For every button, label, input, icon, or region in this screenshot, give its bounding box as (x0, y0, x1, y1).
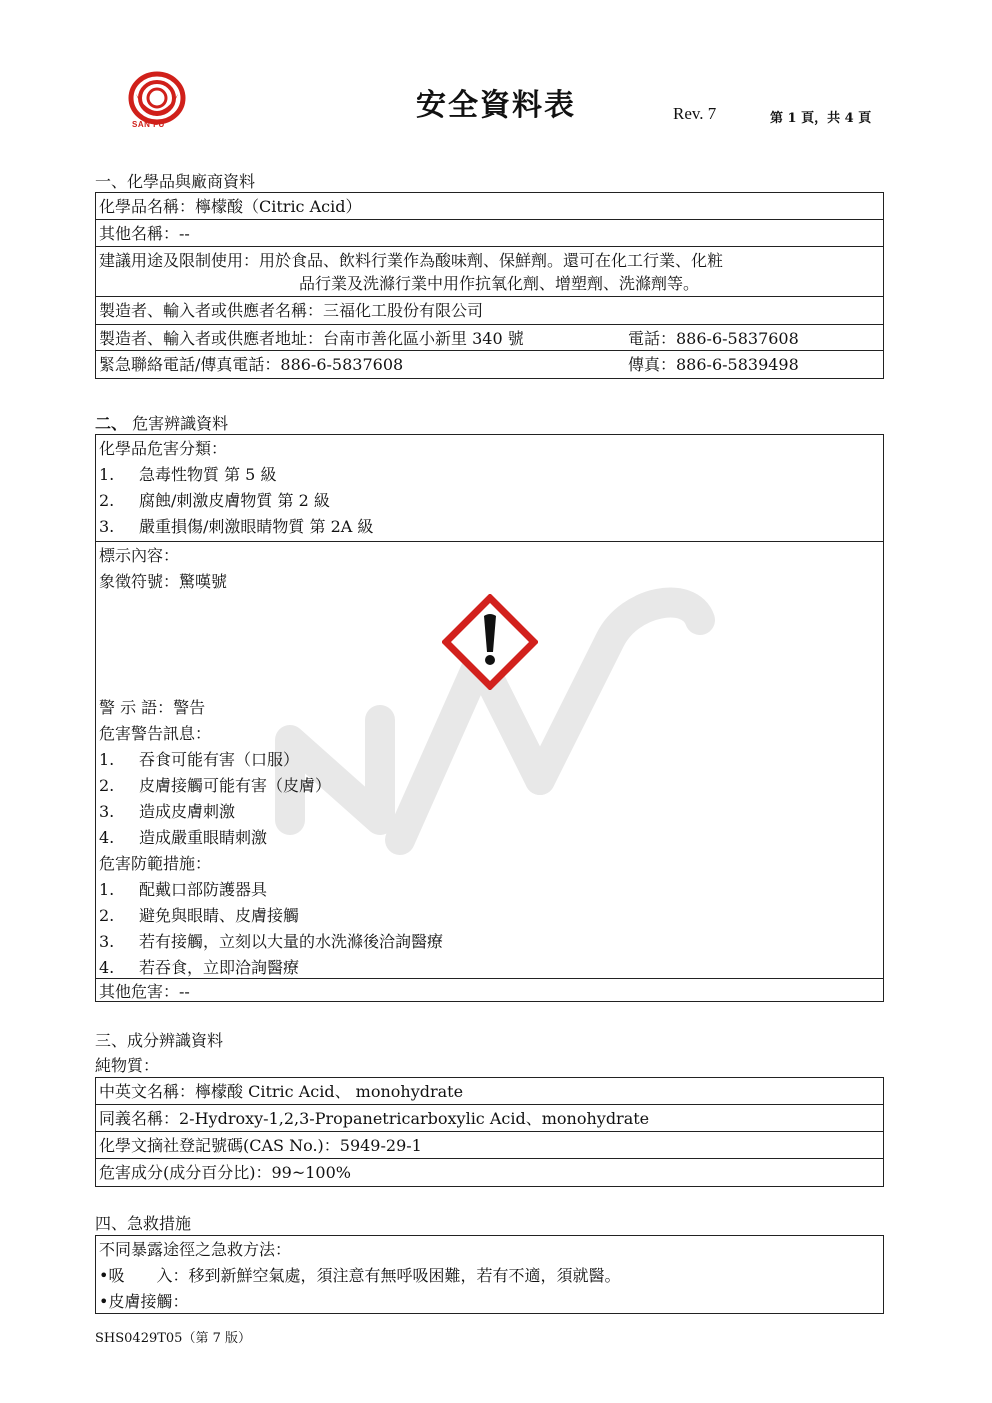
list-item: 1. 配戴口部防護器具 (99, 880, 268, 899)
section1-title: 一、化學品與廠商資料 (95, 172, 256, 191)
section3-title: 三、成分辨識資料 (95, 1031, 224, 1050)
list-item: 3. 嚴重損傷/刺激眼睛物質 第 2A 級 (99, 517, 374, 536)
other-hazards-row (96, 978, 883, 1004)
first-aid-inhalation: •吸 入：移到新鮮空氣處，須注意有無呼吸困難，若有不適，須就醫。 (99, 1266, 621, 1285)
page-info: 第 1 頁，共 4 頁 (770, 111, 872, 126)
first-aid-skin: •皮膚接觸： (99, 1292, 189, 1311)
table-row: 危害成分(成分百分比)：99~100% (99, 1163, 351, 1182)
section2-box (95, 434, 884, 1002)
manufacturer-name: 製造者、輸入者或供應者名稱：三福化工股份有限公司 (99, 301, 484, 320)
manufacturer-address: 製造者、輸入者或供應者地址：台南市善化區小新里 340 號 電話：886-6-5837608 (96, 324, 883, 351)
logo-text: SAN FU (132, 120, 165, 129)
recommended-use: 建議用途及限制使用：用於食品、飲料行業作為酸味劑、保鮮劑。還可在化工行業、化粧 品行業及洗滌行業中用作抗氧化劑、增塑劑、洗滌劑等。 (96, 247, 883, 297)
list-item: 4. 造成嚴重眼睛刺激 (99, 828, 268, 847)
section4-box (95, 1235, 884, 1314)
signal-word: 警 示 語：警告 (99, 698, 206, 717)
list-item: 2. 腐蝕/刺激皮膚物質 第 2 級 (99, 491, 330, 510)
classification-label: 化學品危害分類： (99, 439, 228, 458)
exclamation-mark-pictogram-icon (442, 594, 538, 690)
label-content: 標示內容： (99, 546, 180, 565)
list-item: 1. 急毒性物質 第 5 級 (99, 465, 277, 484)
section1-box (95, 192, 884, 379)
section2-title-number: 二、 (95, 414, 128, 433)
list-item: 3. 造成皮膚刺激 (99, 802, 236, 821)
fax: 傳真：886-6-5839498 (628, 355, 799, 374)
revision: Rev. 7 (673, 104, 717, 123)
table-row: 中英文名稱：檸檬酸 Citric Acid、 monohydrate (96, 1078, 883, 1105)
other-hazards: 其他危害：-- (99, 982, 190, 1001)
section3-box (95, 1077, 884, 1187)
other-names: 其他名稱：-- (96, 220, 883, 247)
section2-title-text: 危害辨識資料 (127, 414, 229, 433)
emergency-phone: 緊急聯絡電話/傳真電話：886-6-5837608 傳真：886-6-5839498 (96, 351, 883, 378)
pure-substance-label: 純物質： (95, 1056, 160, 1075)
list-item: 3. 若有接觸，立刻以大量的水洗滌後洽詢醫療 (99, 932, 444, 951)
section2-title (95, 411, 228, 434)
document-title: 安全資料表 (416, 88, 576, 123)
product-name: 化學品名稱：檸檬酸（Citric Acid） (96, 193, 883, 220)
footer-code: SHS0429T05（第 7 版） (95, 1331, 251, 1346)
precautions-label: 危害防範措施： (99, 854, 212, 873)
hazard-statements-label: 危害警告訊息： (99, 724, 212, 743)
symbol-text: 象徵符號：驚嘆號 (99, 572, 228, 591)
table-row: 同義名稱：2-Hydroxy-1,2,3-Propanetricarboxylic Acid、monohydrate (96, 1105, 883, 1132)
section4-title: 四、急救措施 (95, 1214, 192, 1233)
table-row: 化學文摘社登記號碼(CAS No.)：5949-29-1 (96, 1132, 883, 1159)
list-item: 4. 若吞食，立即洽詢醫療 (99, 958, 300, 977)
list-item: 2. 皮膚接觸可能有害（皮膚） (99, 776, 332, 795)
first-aid-label: 不同暴露途徑之急救方法： (99, 1240, 292, 1259)
list-item: 2. 避免與眼睛、皮膚接觸 (99, 906, 300, 925)
phone: 電話：886-6-5837608 (628, 329, 799, 348)
list-item: 1. 吞食可能有害（口服） (99, 750, 300, 769)
classification-block (96, 435, 883, 542)
